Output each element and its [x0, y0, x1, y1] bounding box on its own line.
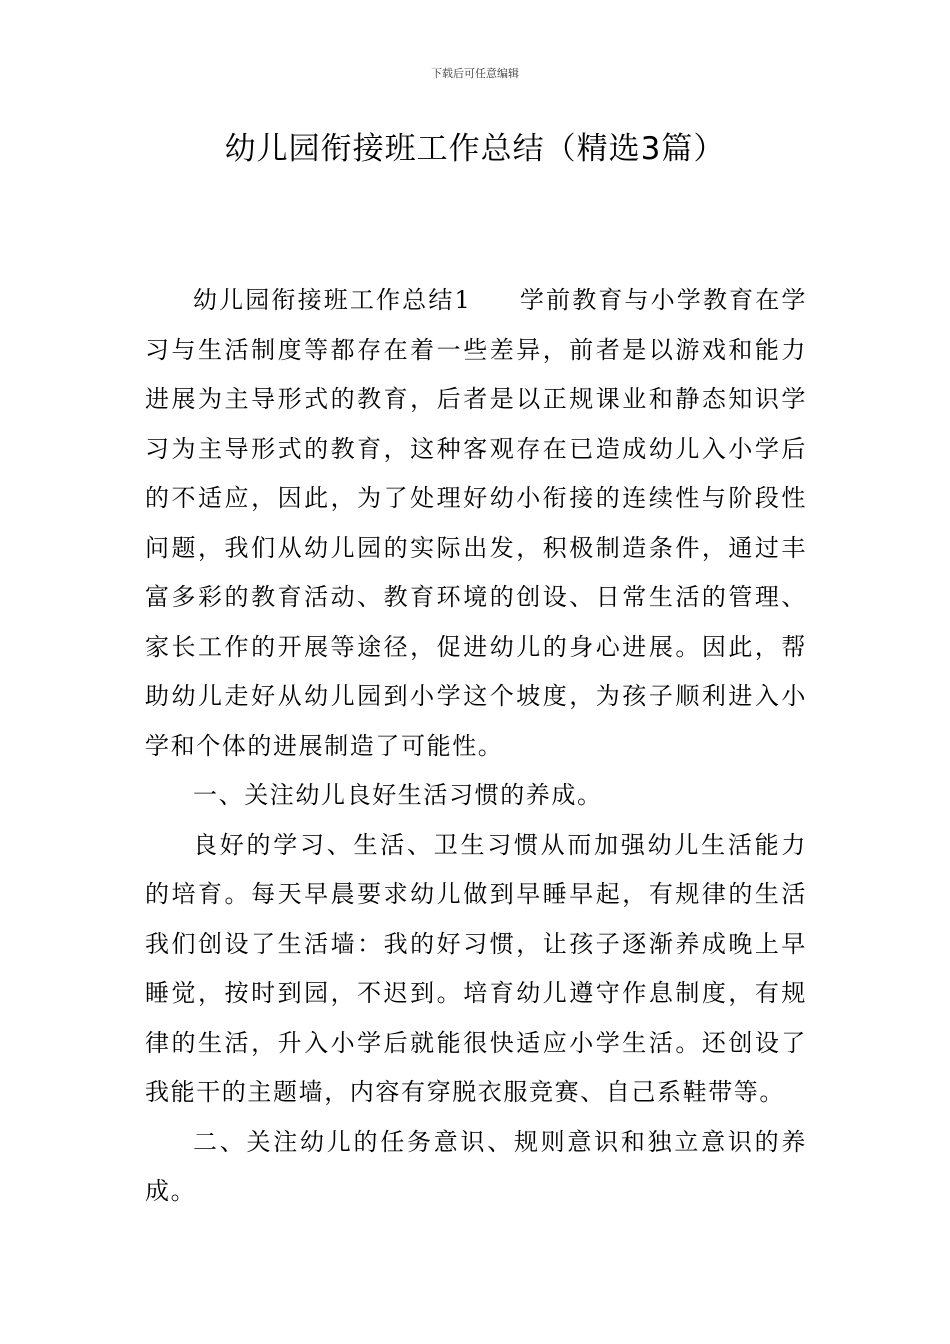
paragraph-heading-1: 一、关注幼儿良好生活习惯的养成。 — [193, 781, 603, 809]
paragraph-text: 学前教育与小学教育在学习与生活制度等都存在着一些差异，前者是以游戏和能力进展为主导形式的教育，后者是以正规课业和静态知识学习为主导形式的教育，这种客观存在已造成幼儿入小学后的不适应，因此，为了处理好幼小衔接的连续性与阶段性问题，我们从幼儿园的实际出发，积极制造条件，通过丰富多彩的教育活动、教育环境的创设、日常生活的管理、家长工作的开展等途径，促进幼儿的身心进展。因此，帮助幼儿走好从幼儿园到小学这个坡度，为孩子顺利进入小学和个体的进展制造了可能性。 — [145, 286, 807, 760]
section-label: 幼儿园衔接班工作总结1 — [193, 286, 472, 314]
document-body — [145, 276, 807, 1217]
header-note: 下载后可任意编辑 — [431, 67, 519, 80]
paragraph-habits: 良好的学习、生活、卫生习惯从而加强幼儿生活能力的培育。每天早晨要求幼儿做到早睡早起，有规律的生活我们创设了生活墙：我的好习惯，让孩子逐渐养成晚上早睡觉，按时到园，不迟到。培育幼儿遵守作息制度，有规律的生活，升入小学后就能很快适应小学生活。还创设了我能干的主题墙，内容有穿脱衣服竞赛、自己系鞋带等。 — [145, 830, 807, 1106]
paragraph-intro — [145, 276, 807, 771]
document-title: 幼儿园衔接班工作总结（精选3篇） — [224, 131, 726, 167]
paragraph-heading-2: 二、关注幼儿的任务意识、规则意识和独立意识的养成。 — [145, 1127, 807, 1205]
